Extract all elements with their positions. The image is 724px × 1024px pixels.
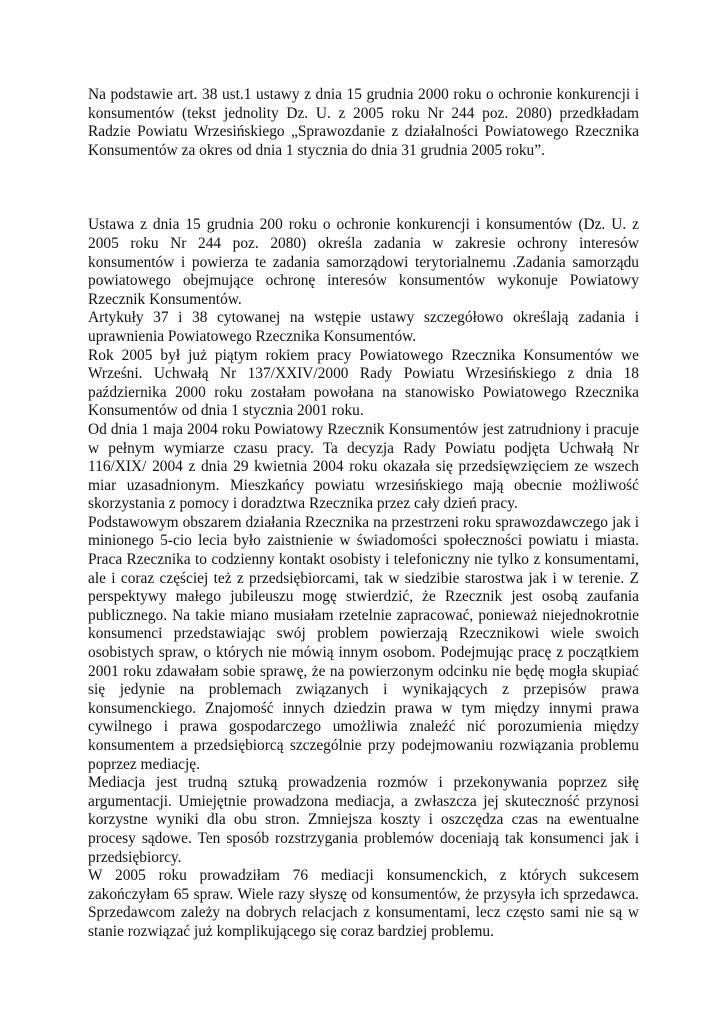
paragraph-articles: Artykuły 37 i 38 cytowanej na wstępie ustawy szczegółowo określają zadania i uprawnienia Powiatowego Rzecznika Konsumentów. (88, 309, 639, 345)
paragraph-mediation: Mediacja jest trudną sztuką prowadzenia rozmów i przekonywania poprzez siłę argumentacji. Umiejętnie prowadzona mediacja, a zwłaszcza jej skuteczność przynosi korzystne wyniki dla obu stron. Zmniejsza koszty i oszczędza czas na ewentualne procesy sądowe. Ten sposób rozstrzygania problemów doceniają tak konsumenci jak i przedsiębiorcy. (88, 774, 639, 866)
paragraph-main-area: Podstawowym obszarem działania Rzecznika na przestrzeni roku sprawozdawczego jak i minionego 5-cio lecia było zaistnienie w świadomości społeczności powiatu i miasta. Praca Rzecznika to codzienny kontakt osobisty i telefoniczny nie tylko z konsumentami, ale i coraz częściej też z przedsiębiorcami, tak w siedzibie starostwa jak i w terenie. Z perspektywy małego jubileuszu mogę stwierdzić, że Rzecznik jest osobą zaufania publicznego. Na takie miano musiałam rzetelnie zapracować, ponieważ niejednokrotnie konsumenci przedstawiając swój problem powierzają Rzecznikowi wiele swoich osobistych spraw, o których nie mówią innym osobom. Podejmując pracę z początkiem 2001 roku zdawałam sobie sprawę, że na powierzonym odcinku nie będę mogła skupiać się jedynie na problemach związanych i wynikających z przepisów prawa konsumenckiego. Znajomość innych dziedzin prawa w tym między innymi prawa cywilnego i prawa gospodarczego umożliwia znaleźć nić porozumienia między konsumentem a przedsiębiorcą szczególnie przy podejmowaniu rozwiązania problemu poprzez mediację. (88, 513, 639, 773)
paragraph-employment: Od dnia 1 maja 2004 roku Powiatowy Rzecznik Konsumentów jest zatrudniony i pracuje w pełnym wymiarze czasu pracy. Ta decyzja Rady Powiatu podjęta Uchwałą Nr 116/XIX/ 2004 z dnia 29 kwietnia 2004 roku okazała się przedsięwzięciem ze wszech miar uzasadnionym. Mieszkańcy powiatu wrzesińskiego mają obecnie możliwość skorzystania z pomocy i doradztwa Rzecznika przez cały dzień pracy. (88, 420, 639, 513)
paragraph-statute: Ustawa z dnia 15 grudnia 200 roku o ochronie konkurencji i konsumentów (Dz. U. z 2005 roku Nr 244 poz. 2080) określa zadania w zakresie ochrony interesów konsumentów i powierza te zadania samorządowi terytorialnemu .Zadania samorządu powiatowego obejmujące ochronę interesów konsumentów wykonuje Powiatowy Rzecznik Konsumentów. (88, 216, 639, 308)
paragraph-mediations-2005: W 2005 roku prowadziłam 76 mediacji konsumenckich, z których sukcesem zakończyłam 65 spraw. Wiele razy słyszę od konsumentów, że przysyła ich sprzedawca. Sprzedawcom zależy na dobrych relacjach z konsumentami, lecz często sami nie są w stanie rozwiązać już komplikującego się coraz bardziej problemu. (88, 867, 639, 940)
intro-paragraph: Na podstawie art. 38 ust.1 ustawy z dnia 15 grudnia 2000 roku o ochronie konkurencji i konsumentów (tekst jednolity Dz. U. z 2005 roku Nr 244 poz. 2080) przedkładam Radzie Powiatu Wrzesińskiego „Sprawozdanie z działalności Powiatowego Rzecznika Konsumentów za okres od dnia 1 stycznia do dnia 31 grudnia 2005 roku”. (88, 86, 639, 159)
paragraph-year-2005: Rok 2005 był już piątym rokiem pracy Powiatowego Rzecznika Konsumentów we Wrześni. Uchwałą Nr 137/XXIV/2000 Rady Powiatu Wrzesińskiego z dnia 18 października 2000 roku zostałam powołana na stanowisko Powiatowego Rzecznika Konsumentów od dnia 1 stycznia 2001 roku. (88, 346, 639, 420)
document-page (88, 86, 639, 942)
paragraph-spacer (88, 160, 639, 216)
